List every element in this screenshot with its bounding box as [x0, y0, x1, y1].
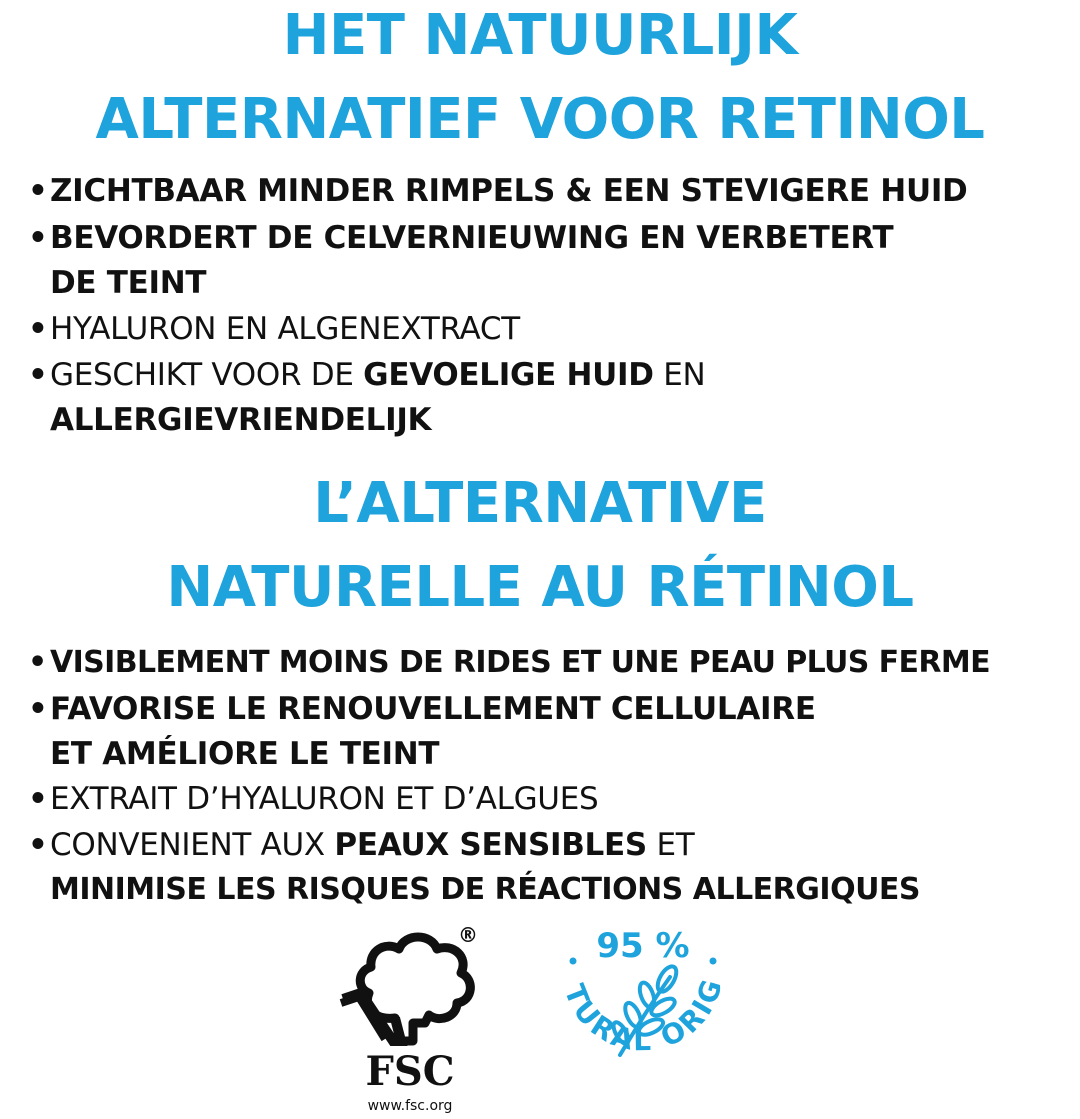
nl-bullet-2 — [28, 219, 893, 257]
nl-bullet-3-text: HYALURON EN ALGENEXTRACT — [50, 311, 520, 347]
nl-bullet-4-pre: GESCHIKT VOOR DE — [50, 357, 364, 393]
fr-bullet-3 — [28, 780, 598, 818]
fr-heading-line2: NATURELLE AU RÉTINOL — [166, 555, 914, 620]
fr-bullet-1 — [28, 644, 990, 682]
nl-heading-line1: HET NATUURLIJK — [282, 3, 798, 68]
bullet-dot: • — [28, 311, 48, 347]
badge-dot-right — [710, 958, 717, 965]
nl-bullet-4-bold: GEVOELIGE HUID — [363, 357, 654, 393]
natural-percent: 95 % — [596, 926, 690, 966]
bullet-dot: • — [28, 357, 48, 393]
bullet-dot: • — [28, 645, 47, 680]
fr-bullet-2-cont: ET AMÉLIORE LE TEINT — [50, 736, 440, 772]
nl-bullet-4-post: EN — [653, 357, 706, 393]
bullet-dot: • — [28, 173, 48, 209]
nl-bullet-4-cont: ALLERGIEVRIENDELIJK — [50, 402, 432, 438]
fr-bullet-3-text: EXTRAIT D’HYALURON ET D’ALGUES — [50, 781, 599, 817]
bullet-dot: • — [28, 691, 48, 727]
fsc-logo — [335, 923, 485, 1116]
nl-bullet-4 — [28, 356, 705, 394]
fr-bullet-4 — [28, 826, 694, 864]
nl-bullet-2-cont: DE TEINT — [50, 265, 207, 301]
natural-origin-badge — [535, 915, 750, 1115]
fr-bullet-4-pre: CONVENIENT AUX — [50, 827, 335, 863]
badge-dot-left — [570, 958, 577, 965]
fr-bullet-2 — [28, 690, 816, 728]
natural-origin-label: TURAL ORIG — [557, 973, 730, 1058]
fsc-url: www.fsc.org — [367, 1098, 453, 1114]
bullet-dot: • — [28, 827, 48, 863]
fr-bullet-4-cont: MINIMISE LES RISQUES DE RÉACTIONS ALLERGIQUES — [50, 872, 921, 907]
fr-bullet-4-post: ET — [646, 827, 695, 863]
fr-bullet-4-bold: PEAUX SENSIBLES — [334, 827, 647, 863]
fr-bullet-2-text: FAVORISE LE RENOUVELLEMENT CELLULAIRE — [50, 691, 816, 727]
certification-logos — [0, 915, 1080, 1116]
bullet-dot: • — [28, 220, 48, 256]
fsc-brand-text: FSC — [365, 1048, 455, 1095]
nl-bullet-3 — [28, 310, 520, 348]
fr-heading-line1: L’ALTERNATIVE — [313, 471, 767, 536]
fr-bullet-1-text: VISIBLEMENT MOINS DE RIDES ET UNE PEAU PLUS FERME — [50, 645, 991, 680]
nl-heading-line2: ALTERNATIEF VOOR RETINOL — [95, 87, 985, 152]
nl-bullet-1 — [28, 172, 968, 210]
nl-bullet-2-text: BEVORDERT DE CELVERNIEUWING EN VERBETERT — [50, 220, 894, 256]
nl-bullet-1-text: ZICHTBAAR MINDER RIMPELS & EEN STEVIGERE HUID — [50, 173, 968, 209]
registered-mark: ® — [458, 923, 478, 947]
bullet-dot: • — [28, 781, 48, 817]
